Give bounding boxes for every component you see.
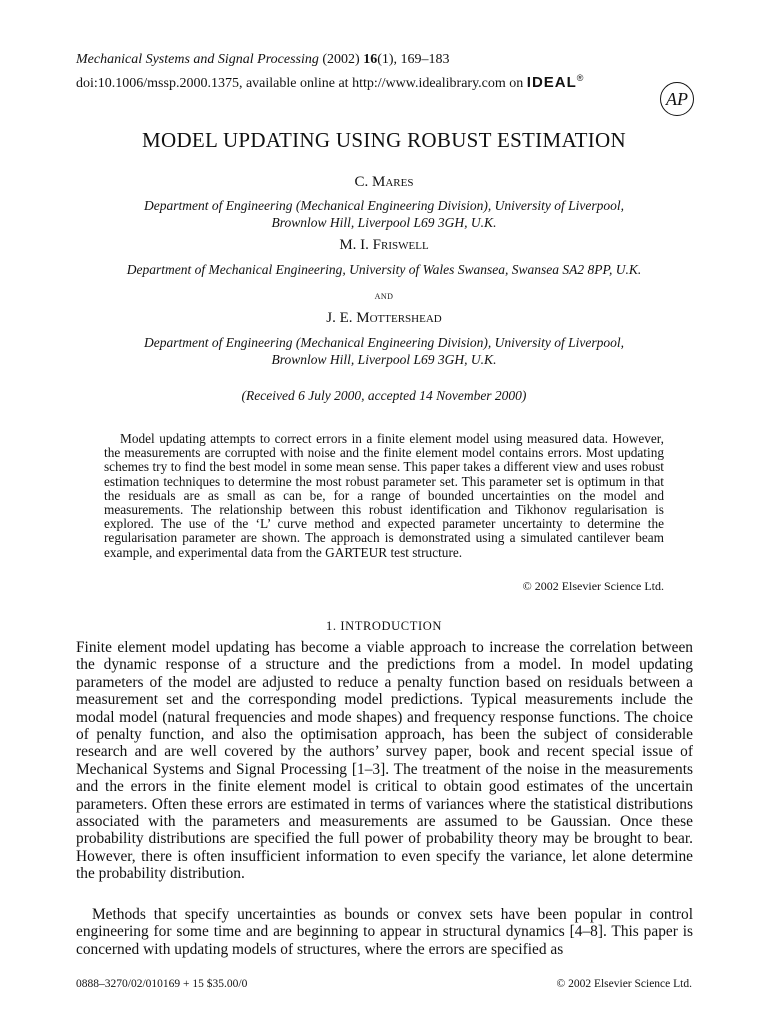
doi-text: doi:10.1006/mssp.2000.1375, available online at http://www.idealibrary.com on [76,76,527,91]
author-affiliation: Brownlow Hill, Liverpool L69 3GH, U.K. [271,215,497,230]
publisher-logo-icon: AP [660,82,694,116]
journal-volume: 16 [363,52,378,67]
section-heading: 1. INTRODUCTION [326,619,442,633]
footer-copyright: © 2002 Elsevier Science Ltd. [556,978,692,990]
doi-line [76,69,584,93]
paper-title: MODEL UPDATING USING ROBUST ESTIMATION [142,128,626,152]
author-name: J. E. Mottershead [326,310,442,326]
author-affiliation: Department of Mechanical Engineering, University of Wales Swansea, Swansea SA2 8PP, U.K. [126,262,642,277]
body-paragraph: Finite element model updating has become a viable approach to increase the correlation between the dynamic response of a structure and the predictions from a model. In model updating parameters of the model are adjusted to reduce a penalty function based on residuals between a measurement set and the corresponding model predictions. Typical measurements include the modal model (natural frequencies and mode shapes) and frequency response functions. The choice of penalty function, and also the optimisation approach, has been the subject of considerable research and are well covered by the authors’ survey paper, book and recent special issue of Mechanical Systems and Signal Processing [1–3]. The treatment of the noise in the measurements and the errors in the finite element model is critical to obtain good estimates of the uncertain parameters. Often these errors are estimated in terms of variances where the statistical distributions associated with the parameters and measurements are assumed to be Gaussian. Once these probability distributions are specified the full power of probability theory may be brought to bear. However, there is often insufficient information to even specify the variance, let alone determine the probability distribution. [76,639,693,883]
author-name: M. I. Friswell [339,237,429,253]
received-dates: (Received 6 July 2000, accepted 14 November 2000) [241,388,527,403]
journal-name: Mechanical Systems and Signal Processing [76,52,319,67]
author-affiliation: Department of Engineering (Mechanical Engineering Division), University of Liverpool, [144,198,624,213]
and-separator: and [374,288,394,302]
author-name: C. Mares [354,174,414,190]
author-affiliation: Brownlow Hill, Liverpool L69 3GH, U.K. [271,352,497,367]
abstract-copyright: © 2002 Elsevier Science Ltd. [522,579,664,593]
body-paragraph: Methods that specify uncertainties as bounds or convex sets have been popular in control engineering for some time and are beginning to appear in structural dynamics [4–8]. This paper is concerned with updating models of structures, where the errors are specified as [76,906,693,958]
journal-year: (2002) [318,52,364,67]
abstract: Model updating attempts to correct errors in a finite element model using measured data. However, the measurements are corrupted with noise and the finite element model contains errors. Most updating schemes try to find the best model in some mean sense. This paper takes a different view and uses robust estimation techniques to determine the most robust parameter set. This parameter set is optimum in that the residuals are as small as can be, for a range of bounded uncertainties on the model and measurements. The relationship between this robust identification and Tikhonov regularisation is explored. The use of the ‘L’ curve method and expected parameter uncertainty to determine the regularisation parameter are shown. The approach is demonstrated using a simulated cantilever beam example, and experimental data from the GARTEUR test structure. [104,431,664,560]
author-affiliation: Department of Engineering (Mechanical Engineering Division), University of Liverpool, [144,335,624,350]
journal-pages: (1), 169–183 [377,52,450,67]
footer-issn: 0888–3270/02/010169 + 15 $35.00/0 [76,978,248,990]
journal-citation [76,50,450,69]
ideal-logo: IDEAL® [526,73,585,91]
